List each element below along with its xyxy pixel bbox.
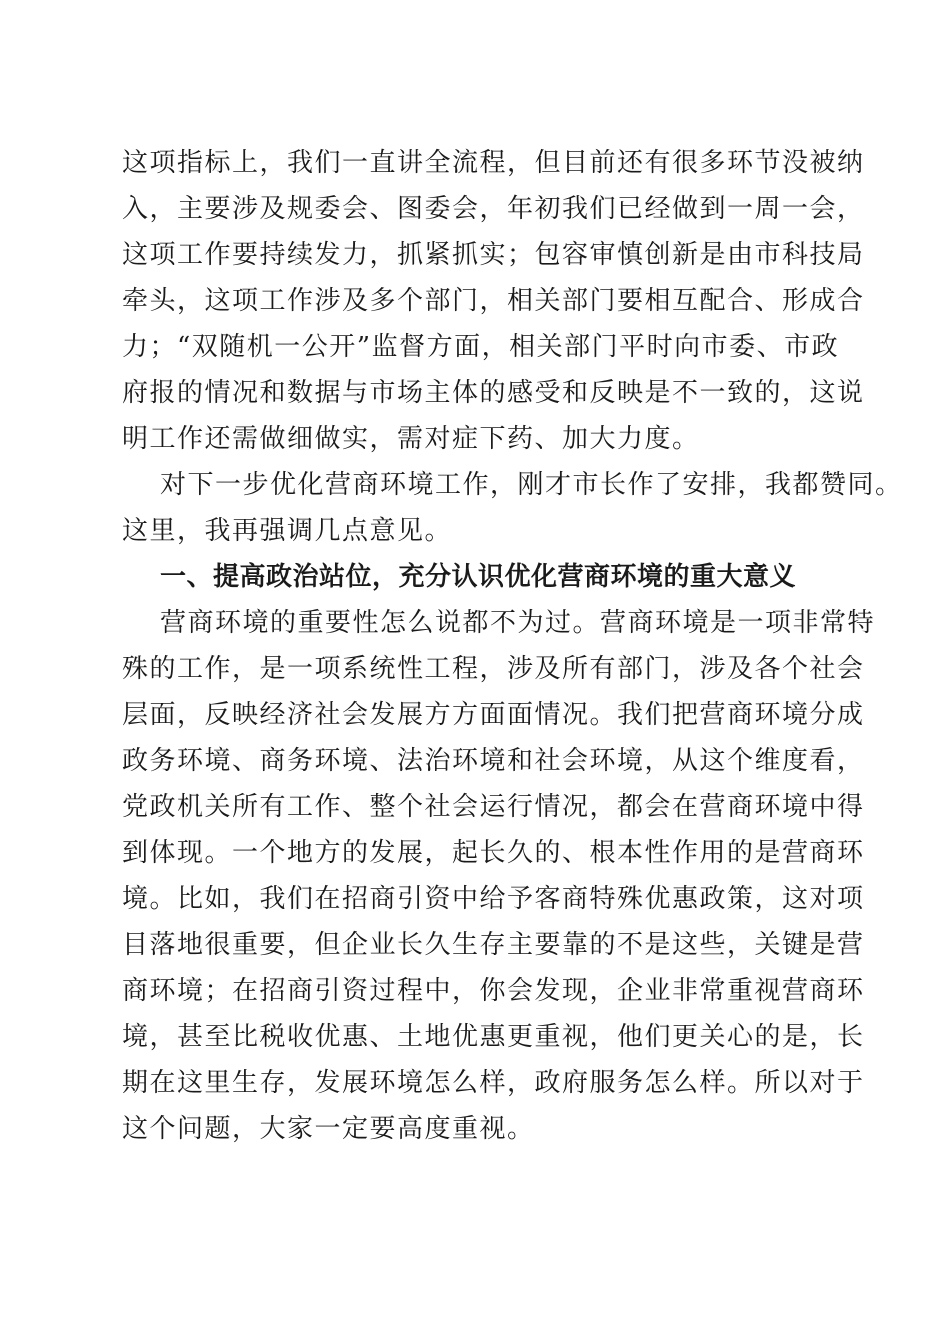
text-line: 到体现。一个地方的发展，起长久的、根本性作用的是营商环 [122,838,865,868]
text-line: 这里，我再强调几点意见。 [122,516,453,546]
text-line: 境。比如，我们在招商引资中给予客商特殊优惠政策，这对项 [122,884,865,914]
text-line: 商环境；在招商引资过程中，你会发现，企业非常重视营商环 [122,976,865,1006]
text-line: 层面，反映经济社会发展方方面面情况。我们把营商环境分成 [122,700,865,730]
text-line: 这项指标上，我们一直讲全流程，但目前还有很多环节没被纳 [122,148,865,178]
text-line: 政务环境、商务环境、法治环境和社会环境，从这个维度看， [122,746,865,776]
paragraph-first-line: 营商环境的重要性怎么说都不为过。营商环境是一项非常特 [160,608,876,638]
text-line: 这项工作要持续发力，抓紧抓实；包容审慎创新是由市科技局 [122,240,865,270]
text-line: 目落地很重要，但企业长久生存主要靠的不是这些，关键是营 [122,930,865,960]
text-line: 党政机关所有工作、整个社会运行情况，都会在营商环境中得 [122,792,865,822]
text-line: 力；“双随机一公开”监督方面，相关部门平时向市委、市政 [122,332,840,362]
text-line: 期在这里生存，发展环境怎么样，政府服务怎么样。所以对于 [122,1068,865,1098]
text-line: 府报的情况和数据与市场主体的感受和反映是不一致的，这说 [122,378,865,408]
text-line: 入，主要涉及规委会、图委会，年初我们已经做到一周一会， [122,194,865,224]
section-heading: 一、提高政治站位，充分认识优化营商环境的重大意义 [160,562,797,592]
paragraph-first-line: 对下一步优化营商环境工作，刚才市长作了安排，我都赞同。 [160,470,903,500]
text-line: 牵头，这项工作涉及多个部门，相关部门要相互配合、形成合 [122,286,865,316]
text-line: 这个问题，大家一定要高度重视。 [122,1114,535,1144]
text-line: 境，甚至比税收优惠、土地优惠更重视，他们更关心的是，长 [122,1022,865,1052]
text-line: 殊的工作，是一项系统性工程，涉及所有部门，涉及各个社会 [122,654,865,684]
text-line: 明工作还需做细做实，需对症下药、加大力度。 [122,424,700,454]
